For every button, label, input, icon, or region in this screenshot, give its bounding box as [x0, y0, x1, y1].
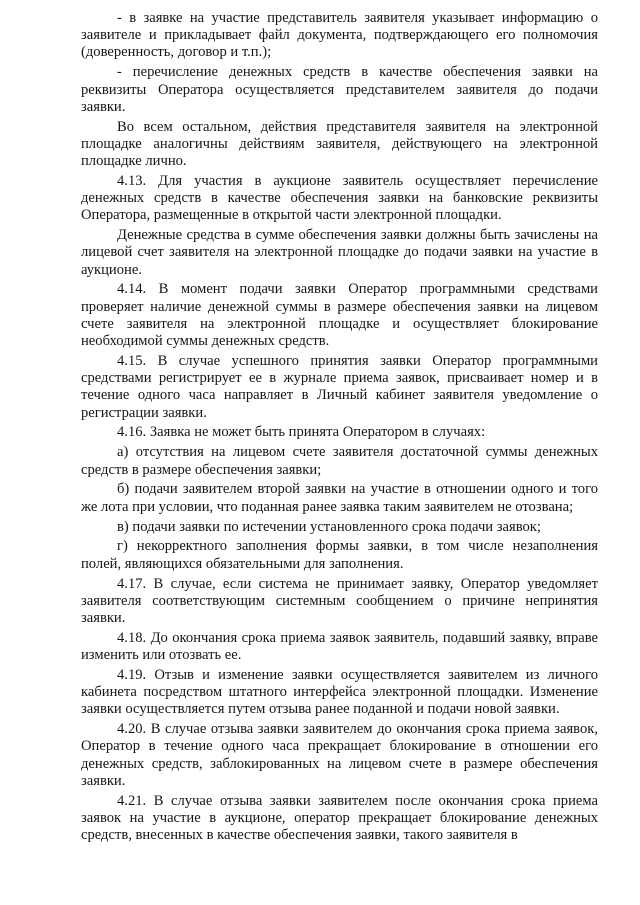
- paragraph-4-20: 4.20. В случае отзыва заявки заявителем до окончания срока приема заявок, Оператор в течение одного часа прекращает блокирование в отношении его денежных средств, заблокированных на лицевом счете в размере обеспечения заявки.: [81, 721, 598, 789]
- paragraph-4-16: 4.16. Заявка не может быть принята Оператором в случаях:: [117, 424, 486, 441]
- paragraph-4-13: 4.13. Для участия в аукционе заявитель осуществляет перечисление денежных средств в качестве обеспечения заявки на банковские реквизиты Оператора, размещенные в открытой части электронной площадки.: [81, 172, 598, 224]
- paragraph-4-13-funds: Денежные средства в сумме обеспечения заявки должны быть зачислены на лицевой счет заявителя на электронной площадке до подачи заявки на участие в аукционе.: [81, 227, 598, 278]
- document-page: [81, 10, 598, 847]
- paragraph-4-18: 4.18. До окончания срока приема заявок заявитель, подавший заявку, вправе изменить или отозвать ее.: [81, 629, 598, 664]
- paragraph-4-16-g: г) некорректного заполнения формы заявки, в том числе незаполнения полей, являющихся обязательными для заполнения.: [81, 538, 598, 572]
- paragraph-4-16-a: а) отсутствия на лицевом счете заявителя достаточной суммы денежных средств в размере обеспечения заявки;: [81, 444, 598, 478]
- paragraph-representative-transfer: - перечисление денежных средств в качестве обеспечения заявки на реквизиты Оператора осуществляется представителем заявителя до подачи заявки.: [81, 64, 598, 115]
- paragraph-4-15: 4.15. В случае успешного принятия заявки Оператор программными средствами регистрирует ее в журнале приема заявок, присваивает номер и в течение одного часа направляет в Личный кабинет заявителя уведомление о регистрации заявки.: [81, 352, 598, 421]
- paragraph-4-21: 4.21. В случае отзыва заявки заявителем после окончания срока приема заявок на участие в аукционе, оператор прекращает блокирование денежных средств, внесенных в качестве обеспечения заявки, такого заявителя в: [81, 792, 598, 844]
- paragraph-representative-other: Во всем остальном, действия представителя заявителя на электронной площадке аналогичны действиям заявителя, действующего на электронной площадке лично.: [81, 118, 598, 169]
- paragraph-4-14: 4.14. В момент подачи заявки Оператор программными средствами проверяет наличие денежной суммы в размере обеспечения заявки на лицевом счете заявителя на электронной площадке и осуществляет блокирование необходимой суммы денежных средств.: [81, 281, 598, 350]
- paragraph-4-19: 4.19. Отзыв и изменение заявки осуществляется заявителем из личного кабинета посредством штатного интерфейса электронной площадки. Изменение заявки осуществляется путем отзыва ранее поданной и подачи новой заявки.: [81, 666, 598, 718]
- paragraph-4-17: 4.17. В случае, если система не принимает заявку, Оператор уведомляет заявителя соответствующим системным сообщением о причине непринятия заявки.: [81, 575, 598, 626]
- paragraph-4-16-v: в) подачи заявки по истечении установленного срока подачи заявок;: [117, 518, 541, 535]
- paragraph-4-16-b: б) подачи заявителем второй заявки на участие в отношении одного и того же лота при условии, что поданная ранее заявка таким заявителем не отозвана;: [81, 481, 598, 515]
- paragraph-representative-info: - в заявке на участие представитель заявителя указывает информацию о заявителе и прикладывает файл документа, подтверждающего его полномочия (доверенность, договор и т.п.);: [81, 10, 598, 61]
